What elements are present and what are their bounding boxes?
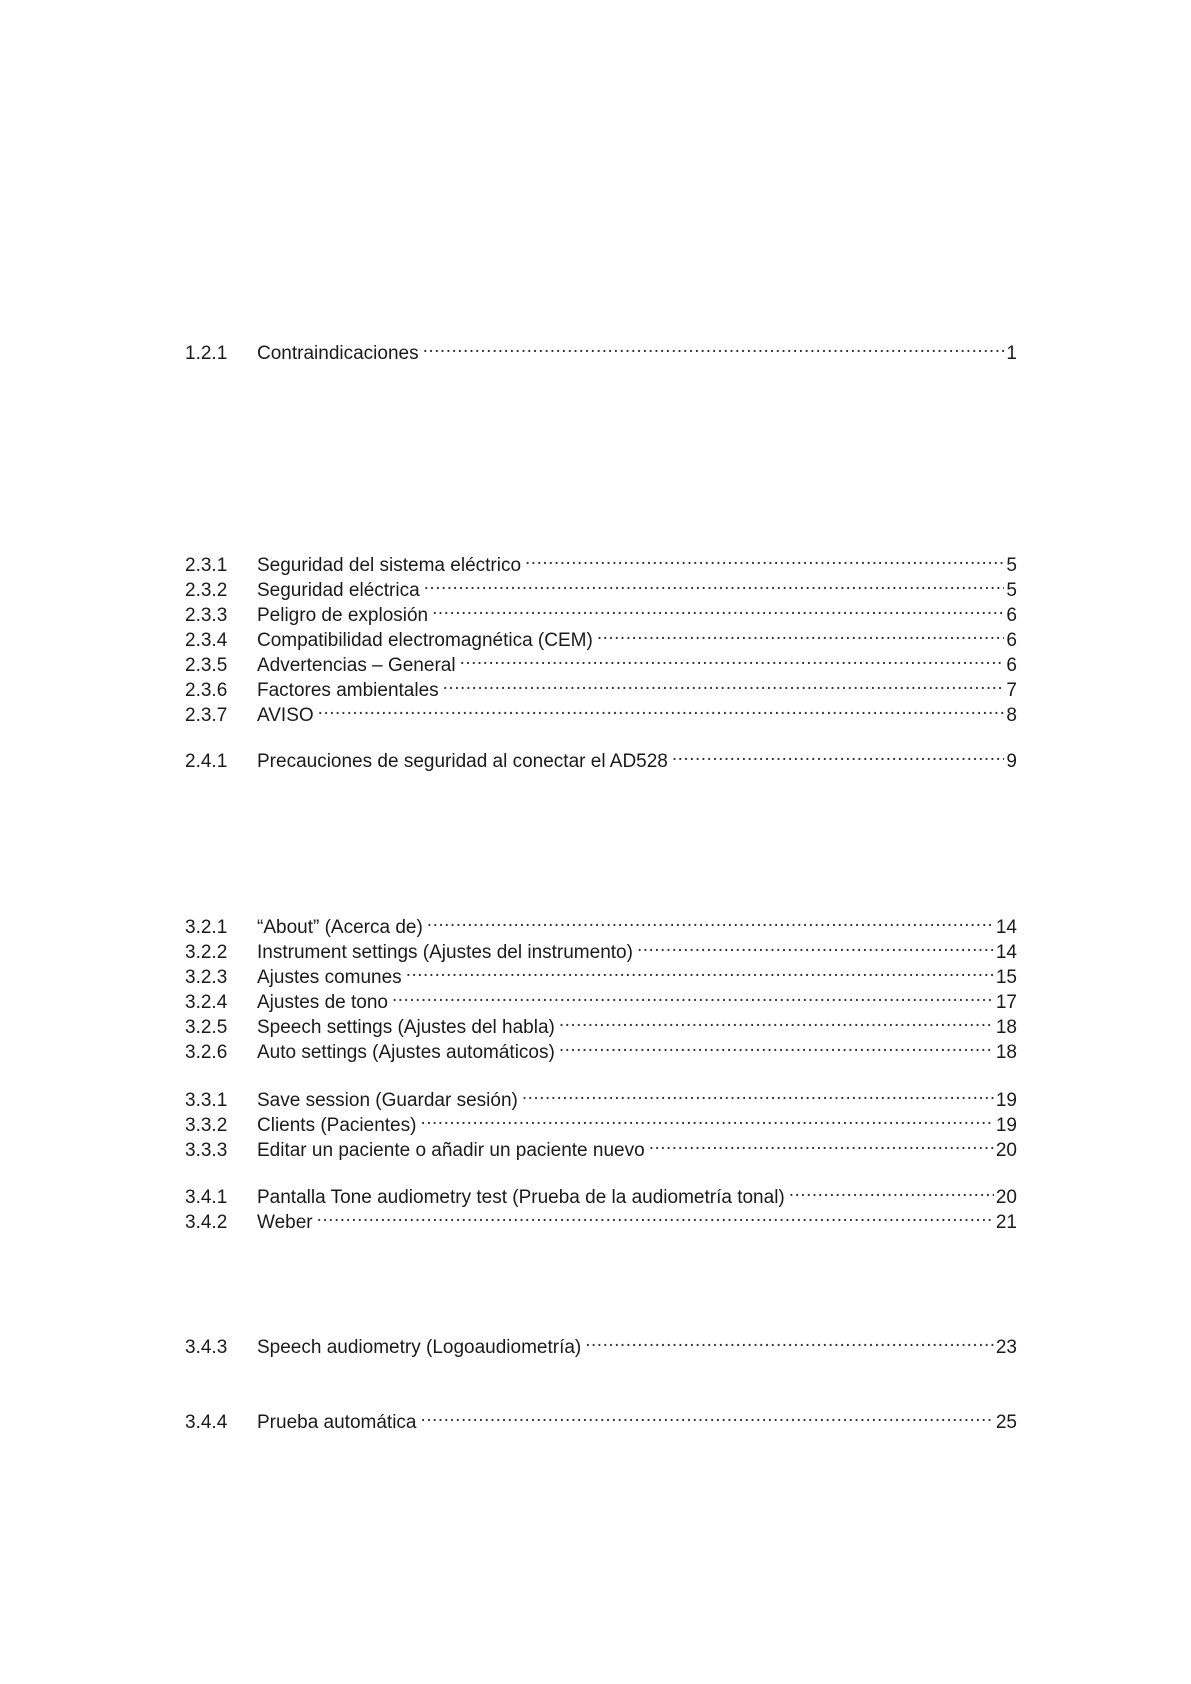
toc-entry-title: Factores ambientales xyxy=(257,680,439,701)
toc-entry-number: 3.3.2 xyxy=(185,1115,228,1136)
toc-entry[interactable] xyxy=(185,1081,1017,1111)
toc-dot-leader xyxy=(423,334,1005,359)
toc-dot-leader xyxy=(392,983,994,1008)
toc-entry[interactable] xyxy=(185,1178,1017,1208)
toc-entry-page: 18 xyxy=(995,1042,1017,1063)
toc-entry-number: 2.3.3 xyxy=(185,605,228,626)
toc-entry-number: 3.2.6 xyxy=(185,1042,228,1063)
toc-entry[interactable] xyxy=(185,1403,1017,1433)
toc-dot-leader xyxy=(406,958,994,983)
toc-dot-leader xyxy=(585,1328,994,1353)
toc-entry-page: 9 xyxy=(1006,751,1017,772)
toc-entry-page: 1 xyxy=(1006,343,1017,364)
toc-entry-number: 3.4.2 xyxy=(185,1212,228,1233)
toc-entry[interactable] xyxy=(185,742,1017,772)
toc-group-2-4 xyxy=(185,742,1017,772)
toc-entry-page: 7 xyxy=(1006,680,1017,701)
toc-group-3-4-4 xyxy=(185,1403,1017,1433)
toc-dot-leader xyxy=(525,546,1004,571)
toc-entry-title: AVISO xyxy=(257,705,314,726)
toc-entry-page: 15 xyxy=(995,967,1017,988)
toc-dot-leader xyxy=(443,671,1005,696)
toc-entry[interactable] xyxy=(185,1328,1017,1358)
toc-group-3-2 xyxy=(185,908,1017,1063)
toc-dot-leader xyxy=(317,1203,994,1228)
toc-entry-page: 20 xyxy=(995,1140,1017,1161)
toc-entry-number: 2.3.5 xyxy=(185,655,228,676)
toc-entry-page: 19 xyxy=(995,1090,1017,1111)
toc-dot-leader xyxy=(421,1403,994,1428)
toc-entry-number: 3.4.1 xyxy=(185,1187,228,1208)
toc-entry-title: Speech audiometry (Logoaudiometría) xyxy=(257,1337,582,1358)
toc-entry-title: Precauciones de seguridad al conectar el AD528 xyxy=(257,751,668,772)
toc-entry-title: Contraindicaciones xyxy=(257,343,419,364)
toc-entry-title: Compatibilidad electromagnética (CEM) xyxy=(257,630,593,651)
toc-entry-number: 3.4.4 xyxy=(185,1412,228,1433)
toc-entry-number: 2.4.1 xyxy=(185,751,228,772)
toc-dot-leader xyxy=(789,1178,994,1203)
toc-entry-page: 6 xyxy=(1006,630,1017,651)
toc-entry-title: Peligro de explosión xyxy=(257,605,429,626)
toc-entry-title: Seguridad del sistema eléctrico xyxy=(257,555,522,576)
toc-entry-number: 2.3.4 xyxy=(185,630,228,651)
toc-entry-title: Instrument settings (Ajustes del instrumento) xyxy=(257,942,633,963)
toc-dot-leader xyxy=(460,646,1005,671)
toc-dot-leader xyxy=(522,1081,994,1106)
toc-dot-leader xyxy=(597,621,1005,646)
toc-entry-page: 14 xyxy=(995,917,1017,938)
toc-entry-title: Pantalla Tone audiometry test (Prueba de la audiometría tonal) xyxy=(257,1187,785,1208)
toc-dot-leader xyxy=(672,742,1005,767)
toc-entry-number: 3.2.2 xyxy=(185,942,228,963)
toc-group-3-4 xyxy=(185,1178,1017,1233)
toc-entry-title: Auto settings (Ajustes automáticos) xyxy=(257,1042,555,1063)
toc-entry-number: 3.2.4 xyxy=(185,992,228,1013)
toc-dot-leader xyxy=(427,908,994,933)
toc-dot-leader xyxy=(637,933,994,958)
toc-dot-leader xyxy=(420,1106,993,1131)
toc-entry-title: “About” (Acerca de) xyxy=(257,917,423,938)
toc-entry-title: Seguridad eléctrica xyxy=(257,580,420,601)
toc-entry-title: Editar un paciente o añadir un paciente nuevo xyxy=(257,1140,645,1161)
toc-entry-title: Speech settings (Ajustes del habla) xyxy=(257,1017,555,1038)
toc-entry-number: 3.4.3 xyxy=(185,1337,228,1358)
toc-entry[interactable] xyxy=(185,334,1017,364)
toc-dot-leader xyxy=(424,571,1005,596)
toc-entry-page: 6 xyxy=(1006,655,1017,676)
toc-entry[interactable] xyxy=(185,546,1017,576)
toc-entry[interactable] xyxy=(185,908,1017,938)
toc-entry-page: 25 xyxy=(995,1412,1017,1433)
toc-entry-number: 2.3.7 xyxy=(185,705,228,726)
toc-entry-page: 5 xyxy=(1006,580,1017,601)
toc-entry-number: 3.2.1 xyxy=(185,917,228,938)
toc-entry-page: 21 xyxy=(995,1212,1017,1233)
toc-entry-page: 5 xyxy=(1006,555,1017,576)
toc-entry-number: 1.2.1 xyxy=(185,343,228,364)
toc-entry-title: Save session (Guardar sesión) xyxy=(257,1090,518,1111)
toc-dot-leader xyxy=(649,1131,994,1156)
toc-entry-title: Ajustes de tono xyxy=(257,992,388,1013)
toc-entry-number: 3.2.3 xyxy=(185,967,228,988)
toc-entry-number: 3.3.1 xyxy=(185,1090,228,1111)
toc-group-2-3 xyxy=(185,546,1017,726)
toc-entry-number: 3.3.3 xyxy=(185,1140,228,1161)
toc-group-3-4-3 xyxy=(185,1328,1017,1358)
toc-entry-number: 2.3.2 xyxy=(185,580,228,601)
toc-entry-page: 14 xyxy=(995,942,1017,963)
toc-entry-title: Advertencias – General xyxy=(257,655,456,676)
toc-entry-page: 18 xyxy=(995,1017,1017,1038)
toc-group-3-3 xyxy=(185,1081,1017,1161)
toc-group-1-2 xyxy=(185,334,1017,364)
toc-dot-leader xyxy=(559,1033,994,1058)
toc-entry-title: Weber xyxy=(257,1212,313,1233)
toc-entry-page: 20 xyxy=(995,1187,1017,1208)
toc-entry-number: 2.3.1 xyxy=(185,555,228,576)
toc-entry-number: 3.2.5 xyxy=(185,1017,228,1038)
toc-entry-page: 17 xyxy=(995,992,1017,1013)
toc-entry-title: Ajustes comunes xyxy=(257,967,402,988)
toc-entry-title: Clients (Pacientes) xyxy=(257,1115,417,1136)
toc-dot-leader xyxy=(318,696,1005,721)
toc-entry-page: 6 xyxy=(1006,605,1017,626)
toc-entry-page: 8 xyxy=(1006,705,1017,726)
toc-entry-page: 23 xyxy=(995,1337,1017,1358)
toc-dot-leader xyxy=(559,1008,994,1033)
toc-entry-title: Prueba automática xyxy=(257,1412,417,1433)
toc-entry-number: 2.3.6 xyxy=(185,680,228,701)
toc-entry-page: 19 xyxy=(995,1115,1017,1136)
toc-dot-leader xyxy=(432,596,1004,621)
